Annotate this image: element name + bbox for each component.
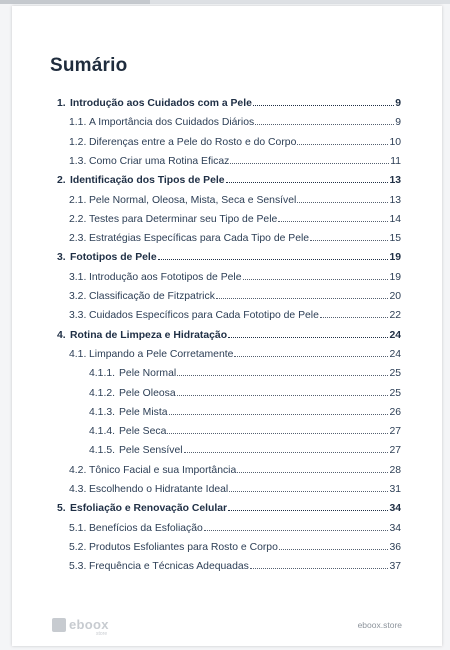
toc-entry-label: Classificação de Fitzpatrick [89, 291, 215, 302]
toc-entry-page: 34 [389, 522, 401, 534]
top-strip-segment [0, 0, 150, 4]
toc-entry-number: 1.3. [69, 155, 87, 167]
toc-entry[interactable] [57, 173, 401, 187]
dot-leader [279, 540, 389, 550]
toc-entry-number: 3. [57, 252, 66, 264]
toc-entry-page: 27 [389, 426, 401, 438]
toc-entry-number: 4. [57, 329, 66, 341]
dot-leader [297, 193, 388, 203]
toc-entry-label: Limpando a Pele Corretamente [89, 348, 234, 360]
page-title: Sumário [50, 55, 128, 76]
toc-entry-page: 13 [389, 175, 401, 187]
dot-leader [204, 521, 389, 531]
toc-entry[interactable] [69, 193, 401, 207]
toc-entry-label: Como Criar uma Rotina Eficaz [89, 155, 230, 167]
dot-leader [228, 501, 388, 511]
toc-entry-number: 3.1. [69, 271, 87, 283]
toc-entry-page: 34 [389, 503, 401, 515]
toc-entry-page: 25 [389, 387, 401, 399]
logo-subtext: store [96, 631, 108, 637]
dot-leader [297, 135, 388, 145]
dot-leader [167, 424, 388, 434]
toc-entry-number: 4.2. [69, 464, 87, 476]
dot-leader [230, 154, 389, 164]
toc-entry-page: 26 [389, 406, 401, 418]
dot-leader [255, 115, 394, 125]
toc-entry-label: Identificação dos Tipos de Pele [70, 175, 225, 187]
book-icon [52, 618, 66, 632]
toc-entry-page: 24 [389, 329, 401, 341]
toc-entry-number: 4.3. [69, 484, 87, 495]
toc-entry[interactable] [69, 521, 401, 535]
toc-entry-page: 15 [389, 233, 401, 245]
toc-entry-number: 2.2. [69, 213, 87, 225]
toc-entry-number: 4.1.4. [89, 426, 115, 438]
toc-entry-page: 28 [389, 464, 401, 476]
toc-entry[interactable] [69, 270, 401, 284]
toc-entry-label: Esfoliação e Renovação Celular [70, 503, 228, 515]
toc-entry-label: A Importância dos Cuidados Diários [89, 117, 255, 129]
dot-leader [234, 347, 388, 357]
toc-entry-page: 10 [389, 136, 401, 148]
toc-entry-label: Escolhendo o Hidratante Ideal [89, 484, 229, 495]
toc-entry[interactable] [89, 366, 401, 380]
toc-entry-number: 1.2. [69, 136, 87, 148]
toc-entry-number: 2.1. [69, 194, 87, 206]
toc-entry[interactable] [57, 501, 401, 515]
toc-entry-page: 27 [389, 445, 401, 457]
toc-entry-number: 5.3. [69, 561, 87, 573]
toc-entry[interactable] [57, 328, 401, 342]
toc-entry[interactable] [89, 443, 401, 457]
dot-leader [253, 96, 394, 106]
toc-entry-number: 4.1.1. [89, 368, 115, 380]
toc-entry-label: Rotina de Limpeza e Hidratação [70, 329, 228, 341]
toc-entry-label: Pele Oleosa [119, 387, 176, 399]
dot-leader [184, 443, 389, 453]
toc-entry-number: 4.1.2. [89, 387, 115, 399]
toc-entry[interactable] [69, 115, 401, 129]
toc-entry[interactable] [89, 386, 401, 400]
toc-entry-label: Pele Normal [119, 368, 177, 380]
toc-entry[interactable] [57, 250, 401, 264]
toc-entry-page: 9 [395, 98, 401, 109]
toc-entry[interactable] [69, 135, 401, 149]
toc-entry[interactable] [69, 212, 401, 226]
toc-entry[interactable] [69, 559, 401, 573]
toc-entry[interactable] [69, 347, 401, 361]
document-page [12, 6, 442, 646]
toc-entry-label: Pele Seca [119, 426, 167, 438]
dot-leader [310, 231, 388, 241]
toc-entry-label: Produtos Esfoliantes para Rosto e Corpo [89, 541, 278, 553]
toc-entry-label: Tônico Facial e sua Importância [89, 464, 237, 476]
dot-leader [226, 173, 389, 183]
toc-entry-page: 13 [389, 194, 401, 206]
toc-entry-label: Testes para Determinar seu Tipo de Pele [89, 213, 278, 225]
dot-leader [320, 308, 389, 318]
toc-entry-page: 24 [389, 348, 401, 360]
toc-entry-label: Frequência e Técnicas Adequadas [89, 561, 249, 573]
toc-entry-number: 3.3. [69, 310, 87, 322]
toc-entry-page: 14 [389, 213, 401, 225]
top-scroll-strip [0, 0, 450, 4]
toc-entry-page: 37 [389, 561, 401, 573]
toc-entry-number: 3.2. [69, 291, 87, 302]
toc-entry-number: 5.1. [69, 522, 87, 534]
toc-entry-page: 36 [389, 541, 401, 553]
toc-entry-page: 22 [389, 310, 401, 322]
dot-leader [250, 559, 389, 569]
toc-entry-number: 4.1.5. [89, 445, 115, 457]
logo-wordmark: eboox [69, 617, 109, 632]
toc-entry-number: 2. [57, 175, 66, 187]
toc-entry-label: Pele Sensível [119, 445, 183, 457]
toc-entry-label: Benefícios da Esfoliação [89, 522, 203, 534]
toc-entry[interactable] [69, 289, 401, 303]
toc-entry-label: Fototipos de Pele [70, 252, 157, 264]
toc-entry[interactable] [57, 96, 401, 110]
toc-entry[interactable] [89, 424, 401, 438]
publisher-logo [52, 617, 109, 637]
toc-entry-label: Diferenças entre a Pele do Rosto e do Corpo [89, 136, 297, 148]
toc-entry[interactable] [69, 231, 401, 245]
toc-entry-number: 5. [57, 503, 66, 515]
toc-entry-number: 4.1. [69, 348, 87, 360]
toc-entry-number: 1.1. [69, 117, 87, 129]
toc-entry-label: Estratégias Específicas para Cada Tipo de Pele [89, 233, 310, 245]
toc-entry-label: Pele Normal, Oleosa, Mista, Seca e Sensível [89, 194, 297, 206]
toc-entry-number: 5.2. [69, 541, 87, 553]
dot-leader [169, 405, 389, 415]
toc-entry-number: 2.3. [69, 233, 87, 245]
toc-entry-page: 25 [389, 368, 401, 380]
toc-entry[interactable] [69, 154, 401, 168]
footer-site: eboox.store [357, 620, 402, 630]
toc-entry-page: 9 [395, 117, 401, 129]
dot-leader [177, 386, 389, 396]
dot-leader [158, 250, 389, 260]
dot-leader [216, 289, 389, 299]
toc-entry[interactable] [69, 463, 401, 477]
dot-leader [228, 328, 388, 338]
toc-entry-page: 19 [389, 252, 401, 264]
toc-entry[interactable] [69, 482, 401, 496]
toc-entry-label: Introdução aos Cuidados com a Pele [70, 98, 252, 109]
toc-entry-number: 4.1.3. [89, 406, 115, 418]
dot-leader [278, 212, 388, 222]
toc-entry-page: 31 [389, 484, 401, 495]
dot-leader [243, 270, 389, 280]
toc-entry-label: Pele Mista [119, 406, 168, 418]
toc-entry[interactable] [89, 405, 401, 419]
dot-leader [229, 482, 388, 492]
toc-entry-page: 11 [390, 155, 401, 167]
dot-leader [237, 463, 388, 473]
toc-entry-label: Cuidados Específicos para Cada Fototipo de Pele [89, 310, 319, 322]
toc-entry-number: 1. [57, 98, 66, 109]
toc-entry-label: Introdução aos Fototipos de Pele [89, 271, 242, 283]
toc-entry-page: 20 [389, 291, 401, 302]
toc-entry[interactable] [69, 308, 401, 322]
dot-leader [177, 366, 388, 376]
toc-entry-page: 19 [389, 271, 401, 283]
toc-entry[interactable] [69, 540, 401, 554]
